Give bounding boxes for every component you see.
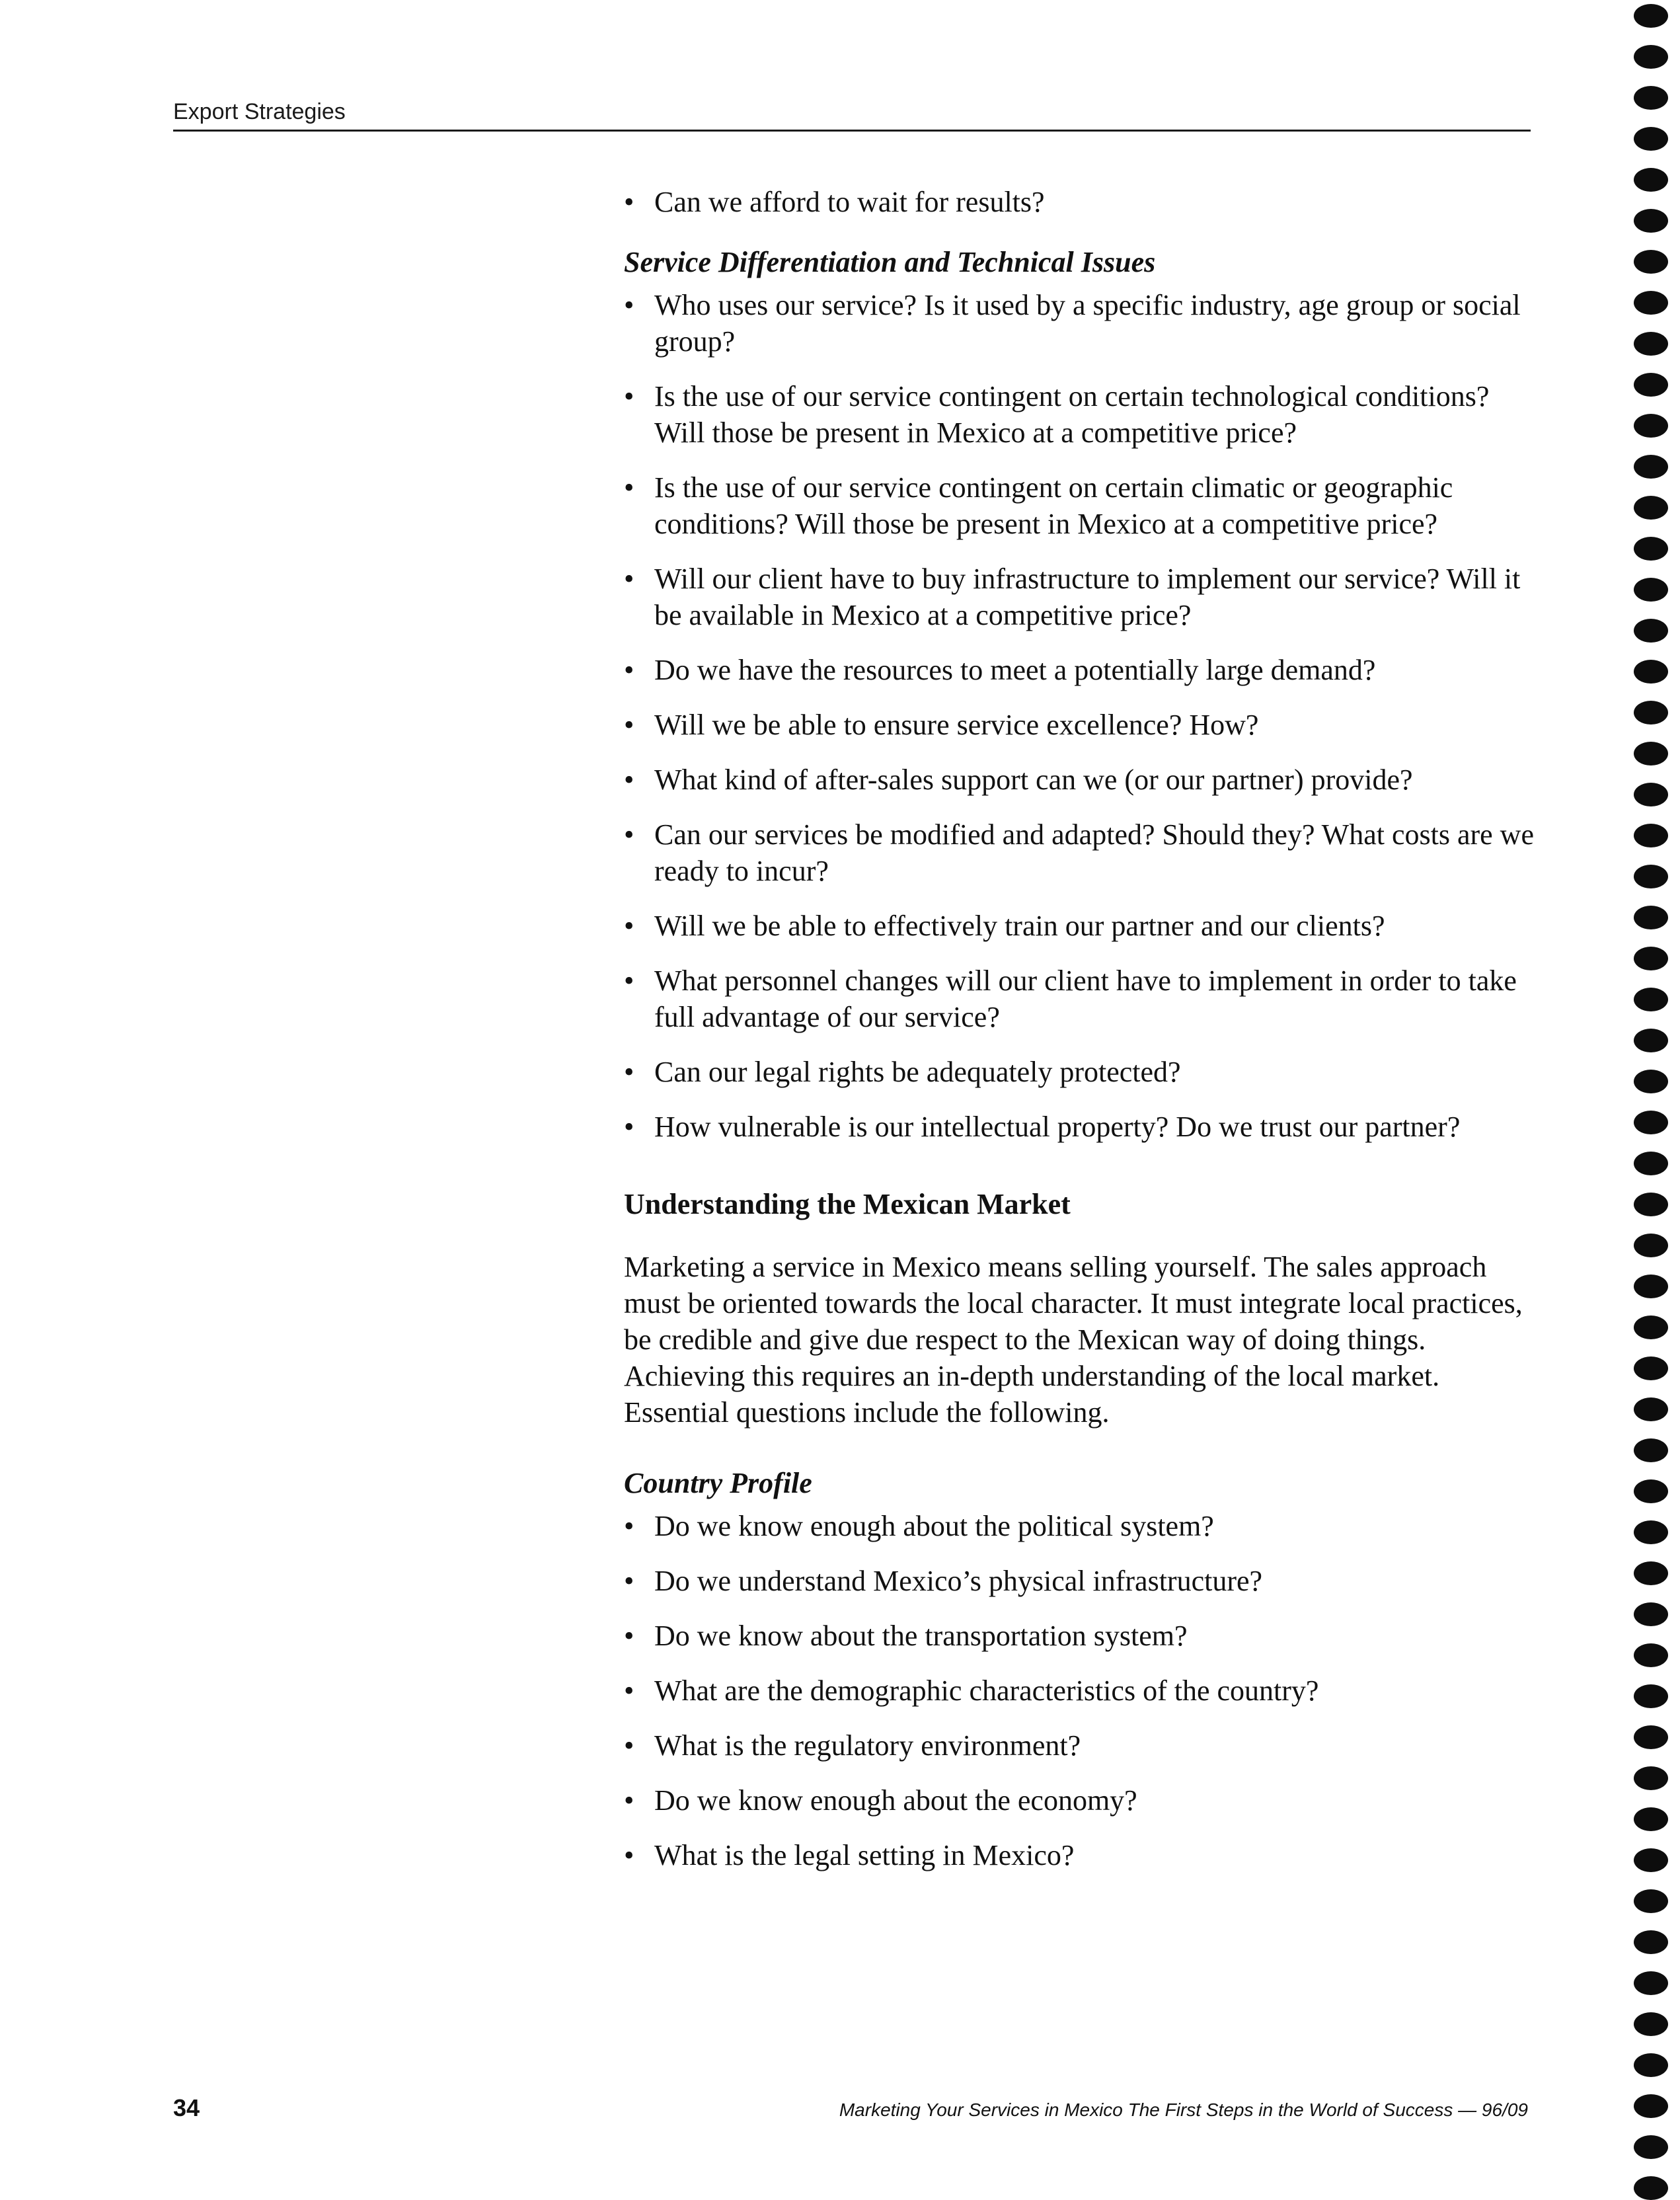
binding-hole bbox=[1634, 209, 1668, 233]
question-item: • What is the regulatory environment? bbox=[624, 1727, 1536, 1764]
question-item: • Can our services be modified and adapted? Should they? What costs are we ready to incur? bbox=[624, 816, 1536, 889]
country-question-list bbox=[624, 1508, 1536, 1873]
question-item: • Is the use of our service contingent on certain technological conditions? Will those be present in Mexico at a competitive price? bbox=[624, 378, 1536, 451]
binding-hole bbox=[1634, 1438, 1668, 1462]
question-item: • Do we know about the transportation system? bbox=[624, 1618, 1536, 1654]
page-content bbox=[624, 184, 1536, 1892]
subhead-country-profile: Country Profile bbox=[624, 1467, 812, 1499]
binding-hole bbox=[1634, 1193, 1668, 1216]
binding-hole bbox=[1634, 127, 1668, 151]
binding-hole bbox=[1634, 168, 1668, 192]
binding-hole bbox=[1634, 1561, 1668, 1585]
question-item: • How vulnerable is our intellectual property? Do we trust our partner? bbox=[624, 1109, 1536, 1145]
binding-hole bbox=[1634, 496, 1668, 520]
question-item: • Who uses our service? Is it used by a specific industry, age group or social group? bbox=[624, 287, 1536, 360]
footer-publication-title: Marketing Your Services in Mexico The First Steps in the World of Success — 96/09 bbox=[839, 2100, 1528, 2120]
binding-hole bbox=[1634, 4, 1668, 28]
binding-hole bbox=[1634, 45, 1668, 69]
binding-hole bbox=[1634, 1070, 1668, 1093]
question-item: • Do we understand Mexico’s physical infrastructure? bbox=[624, 1563, 1536, 1599]
binding-hole bbox=[1634, 455, 1668, 479]
binding-hole bbox=[1634, 291, 1668, 315]
question-item: • What kind of after-sales support can we (or our partner) provide? bbox=[624, 762, 1536, 798]
binding-hole bbox=[1634, 373, 1668, 397]
binding-hole bbox=[1634, 1397, 1668, 1421]
question-item: • Is the use of our service contingent on certain climatic or geographic conditions? Will those be present in Mexico at a competitive price? bbox=[624, 469, 1536, 542]
question-item: • Can we afford to wait for results? bbox=[624, 184, 1536, 220]
question-item: • Will we be able to ensure service excellence? How? bbox=[624, 707, 1536, 743]
binding-hole bbox=[1634, 1234, 1668, 1257]
spiral-binding-holes bbox=[1634, 0, 1680, 2187]
binding-hole bbox=[1634, 865, 1668, 888]
binding-hole bbox=[1634, 2176, 1668, 2200]
binding-hole bbox=[1634, 783, 1668, 806]
binding-hole bbox=[1634, 1684, 1668, 1708]
binding-hole bbox=[1634, 988, 1668, 1011]
binding-hole bbox=[1634, 250, 1668, 274]
binding-hole bbox=[1634, 414, 1668, 438]
binding-hole bbox=[1634, 701, 1668, 725]
binding-hole bbox=[1634, 86, 1668, 110]
binding-hole bbox=[1634, 1971, 1668, 1995]
binding-hole bbox=[1634, 742, 1668, 766]
binding-hole bbox=[1634, 2094, 1668, 2118]
binding-hole bbox=[1634, 2053, 1668, 2077]
binding-hole bbox=[1634, 1848, 1668, 1872]
binding-hole bbox=[1634, 1356, 1668, 1380]
binding-hole bbox=[1634, 1725, 1668, 1749]
binding-hole bbox=[1634, 1643, 1668, 1667]
service-question-list bbox=[624, 287, 1536, 1145]
binding-hole bbox=[1634, 2135, 1668, 2159]
section-title-mexican-market: Understanding the Mexican Market bbox=[624, 1188, 1071, 1220]
binding-hole bbox=[1634, 1602, 1668, 1626]
binding-hole bbox=[1634, 1520, 1668, 1544]
subhead-service-differentiation: Service Differentiation and Technical Issues bbox=[624, 246, 1156, 278]
question-item: • Will we be able to effectively train our partner and our clients? bbox=[624, 908, 1536, 944]
binding-hole bbox=[1634, 1316, 1668, 1339]
binding-hole bbox=[1634, 824, 1668, 847]
binding-hole bbox=[1634, 619, 1668, 643]
binding-hole bbox=[1634, 537, 1668, 561]
binding-hole bbox=[1634, 1807, 1668, 1831]
binding-hole bbox=[1634, 906, 1668, 929]
intro-question-list bbox=[624, 184, 1536, 220]
question-item: • What personnel changes will our client have to implement in order to take full advantage of our service? bbox=[624, 962, 1536, 1035]
binding-hole bbox=[1634, 1479, 1668, 1503]
binding-hole bbox=[1634, 1275, 1668, 1298]
question-item: • Do we have the resources to meet a potentially large demand? bbox=[624, 652, 1536, 688]
binding-hole bbox=[1634, 660, 1668, 684]
binding-hole bbox=[1634, 1766, 1668, 1790]
binding-hole bbox=[1634, 1889, 1668, 1913]
binding-hole bbox=[1634, 1029, 1668, 1052]
binding-hole bbox=[1634, 1930, 1668, 1954]
question-item: • Do we know enough about the economy? bbox=[624, 1782, 1536, 1819]
market-paragraph: Marketing a service in Mexico means selling yourself. The sales approach must be oriented towards the local character. It must integrate local practices, be credible and give due respect to the Mexican way of doing things. Achieving this requires an in-depth understanding of the local market. Essential questions include the following. bbox=[624, 1251, 1523, 1429]
page-number: 34 bbox=[173, 2094, 200, 2121]
binding-hole bbox=[1634, 332, 1668, 356]
question-item: • What are the demographic characteristics of the country? bbox=[624, 1672, 1536, 1709]
binding-hole bbox=[1634, 1152, 1668, 1175]
running-header: Export Strategies bbox=[173, 99, 346, 124]
binding-hole bbox=[1634, 2012, 1668, 2036]
question-item: • What is the legal setting in Mexico? bbox=[624, 1837, 1536, 1873]
question-item: • Can our legal rights be adequately protected? bbox=[624, 1054, 1536, 1090]
binding-hole bbox=[1634, 947, 1668, 970]
binding-hole bbox=[1634, 1111, 1668, 1134]
question-item: • Will our client have to buy infrastructure to implement our service? Will it be available in Mexico at a competitive price? bbox=[624, 561, 1536, 633]
binding-hole bbox=[1634, 578, 1668, 602]
header-rule bbox=[173, 130, 1531, 132]
question-item: • Do we know enough about the political system? bbox=[624, 1508, 1536, 1544]
